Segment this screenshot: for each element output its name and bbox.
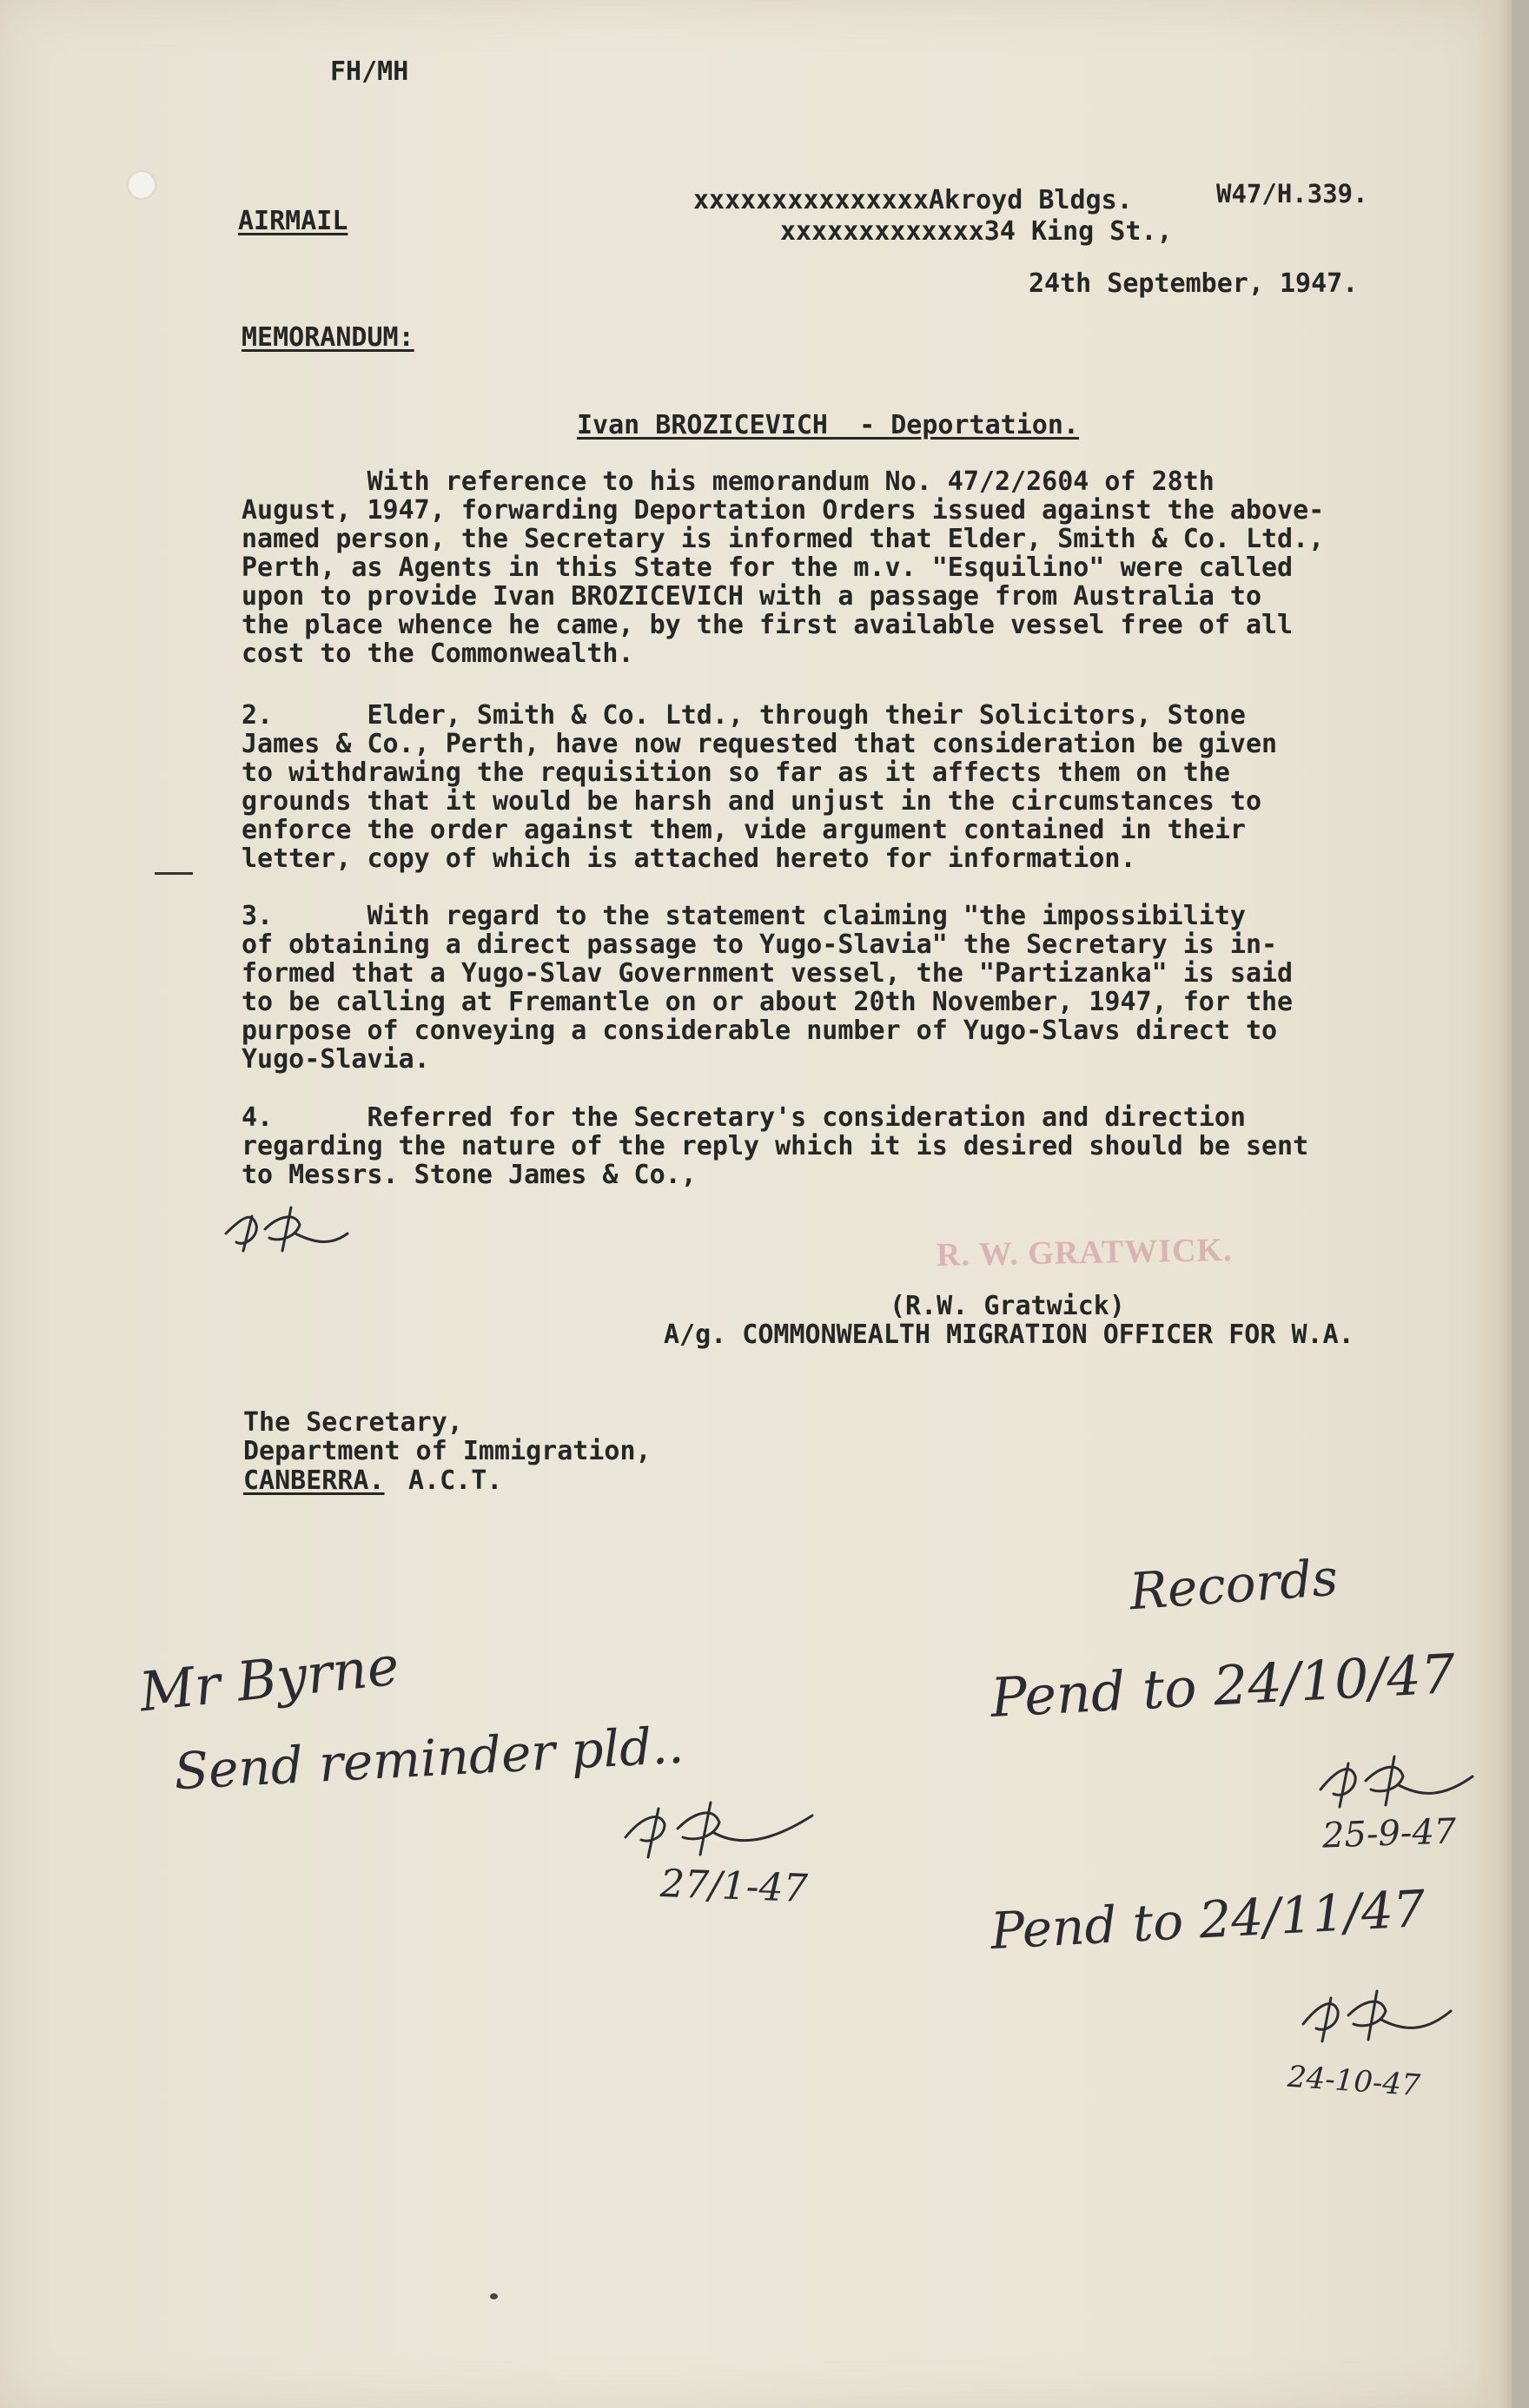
text-line: to Messrs. Stone James & Co.,	[242, 1160, 697, 1190]
text-line: formed that a Yugo-Slav Government vessel, the "Partizanka" is said	[242, 958, 1294, 989]
punch-hole	[129, 172, 155, 198]
text-line: James & Co., Perth, have now requested that consideration be given	[242, 729, 1278, 759]
text-line: 4. Referred for the Secretary's consideration and direction	[242, 1102, 1246, 1133]
text-line: regarding the nature of the reply which it is desired should be sent	[242, 1131, 1309, 1161]
text-line: August, 1947, forwarding Deportation Orders issued against the above-	[242, 495, 1325, 526]
signatory-name: (R.W. Gratwick)	[890, 1291, 1125, 1321]
addressee-city: CANBERRA.	[243, 1465, 385, 1496]
handwritten-initials	[1312, 1746, 1486, 1816]
ink-speck	[490, 2293, 498, 2299]
signature-stamp: R. W. GRATWICK.	[936, 1232, 1233, 1273]
text-line: the place whence he came, by the first available vessel free of all	[242, 610, 1294, 640]
handwritten-date-1: 25-9-47	[1321, 1811, 1458, 1856]
page-edge	[1477, 0, 1512, 2408]
text-line: to be calling at Fremantle on or about 20th November, 1947, for the	[242, 987, 1294, 1017]
text-line: Perth, as Agents in this State for the m.v. "Esquilino" were called	[242, 552, 1294, 583]
addressee-line-2: Department of Immigration,	[243, 1436, 652, 1466]
text-line: grounds that it would be harsh and unjust in the circumstances to	[242, 786, 1261, 817]
text-line: Yugo-Slavia.	[242, 1044, 430, 1075]
handwritten-pend-2: Pend to 24/11/47	[989, 1878, 1427, 1961]
handwritten-note-line-1: Mr Byrne	[136, 1633, 402, 1724]
text-line: upon to provide Ivan BROZICEVICH with a passage from Australia to	[242, 581, 1261, 612]
memorandum-label: MEMORANDUM:	[242, 322, 414, 353]
handwritten-pend-1: Pend to 24/10/47	[989, 1642, 1457, 1730]
handwritten-records: Records	[1127, 1547, 1340, 1622]
text-line: letter, copy of which is attached hereto for information.	[242, 843, 1136, 874]
file-reference: W47/H.339.	[1216, 179, 1368, 208]
handwritten-note-date: 27/1-47	[659, 1862, 809, 1911]
text-line: cost to the Commonwealth.	[242, 638, 634, 669]
addressee-line-1: The Secretary,	[243, 1407, 463, 1438]
paragraph-2	[242, 701, 1458, 873]
addressee-territory: A.C.T.	[408, 1465, 503, 1496]
typist-initials: FH/MH	[330, 56, 409, 87]
airmail-label: AIRMAIL	[238, 206, 348, 236]
address-line-2: xxxxxxxxxxxxx34 King St.,	[780, 216, 1173, 247]
text-line: of obtaining a direct passage to Yugo-Slavia" the Secretary is in-	[242, 929, 1278, 960]
handwritten-initials	[1294, 1981, 1468, 2050]
address-line-1: xxxxxxxxxxxxxxxAkroyd Bldgs.	[693, 185, 1133, 215]
handwritten-initials	[217, 1199, 356, 1260]
text-line: to withdrawing the requisition so far as it affects them on the	[242, 757, 1230, 788]
memo-date: 24th September, 1947.	[1029, 268, 1359, 299]
handwritten-date-2: 24-10-47	[1286, 2059, 1421, 2104]
memo-subject: Ivan BROZICEVICH - Deportation.	[577, 410, 1079, 440]
text-line: With reference to his memorandum No. 47/2/2604 of 28th	[242, 466, 1215, 497]
signatory-title: A/g. COMMONWEALTH MIGRATION OFFICER FOR W.A.	[664, 1320, 1354, 1350]
text-line: 3. With regard to the statement claiming "the impossibility	[242, 901, 1246, 931]
paragraph-1	[242, 467, 1458, 668]
paragraph-3	[242, 902, 1458, 1074]
handwritten-initials	[617, 1789, 825, 1868]
handwritten-note-line-2: Send reminder pld..	[172, 1715, 685, 1802]
margin-dash	[155, 872, 193, 875]
paragraph-4	[242, 1103, 1458, 1189]
text-line: enforce the order against them, vide argument contained in their	[242, 815, 1246, 845]
text-line: purpose of conveying a considerable number of Yugo-Slavs direct to	[242, 1015, 1278, 1046]
text-line: 2. Elder, Smith & Co. Ltd., through their Solicitors, Stone	[242, 700, 1246, 731]
text-line: named person, the Secretary is informed that Elder, Smith & Co. Ltd.,	[242, 524, 1325, 554]
